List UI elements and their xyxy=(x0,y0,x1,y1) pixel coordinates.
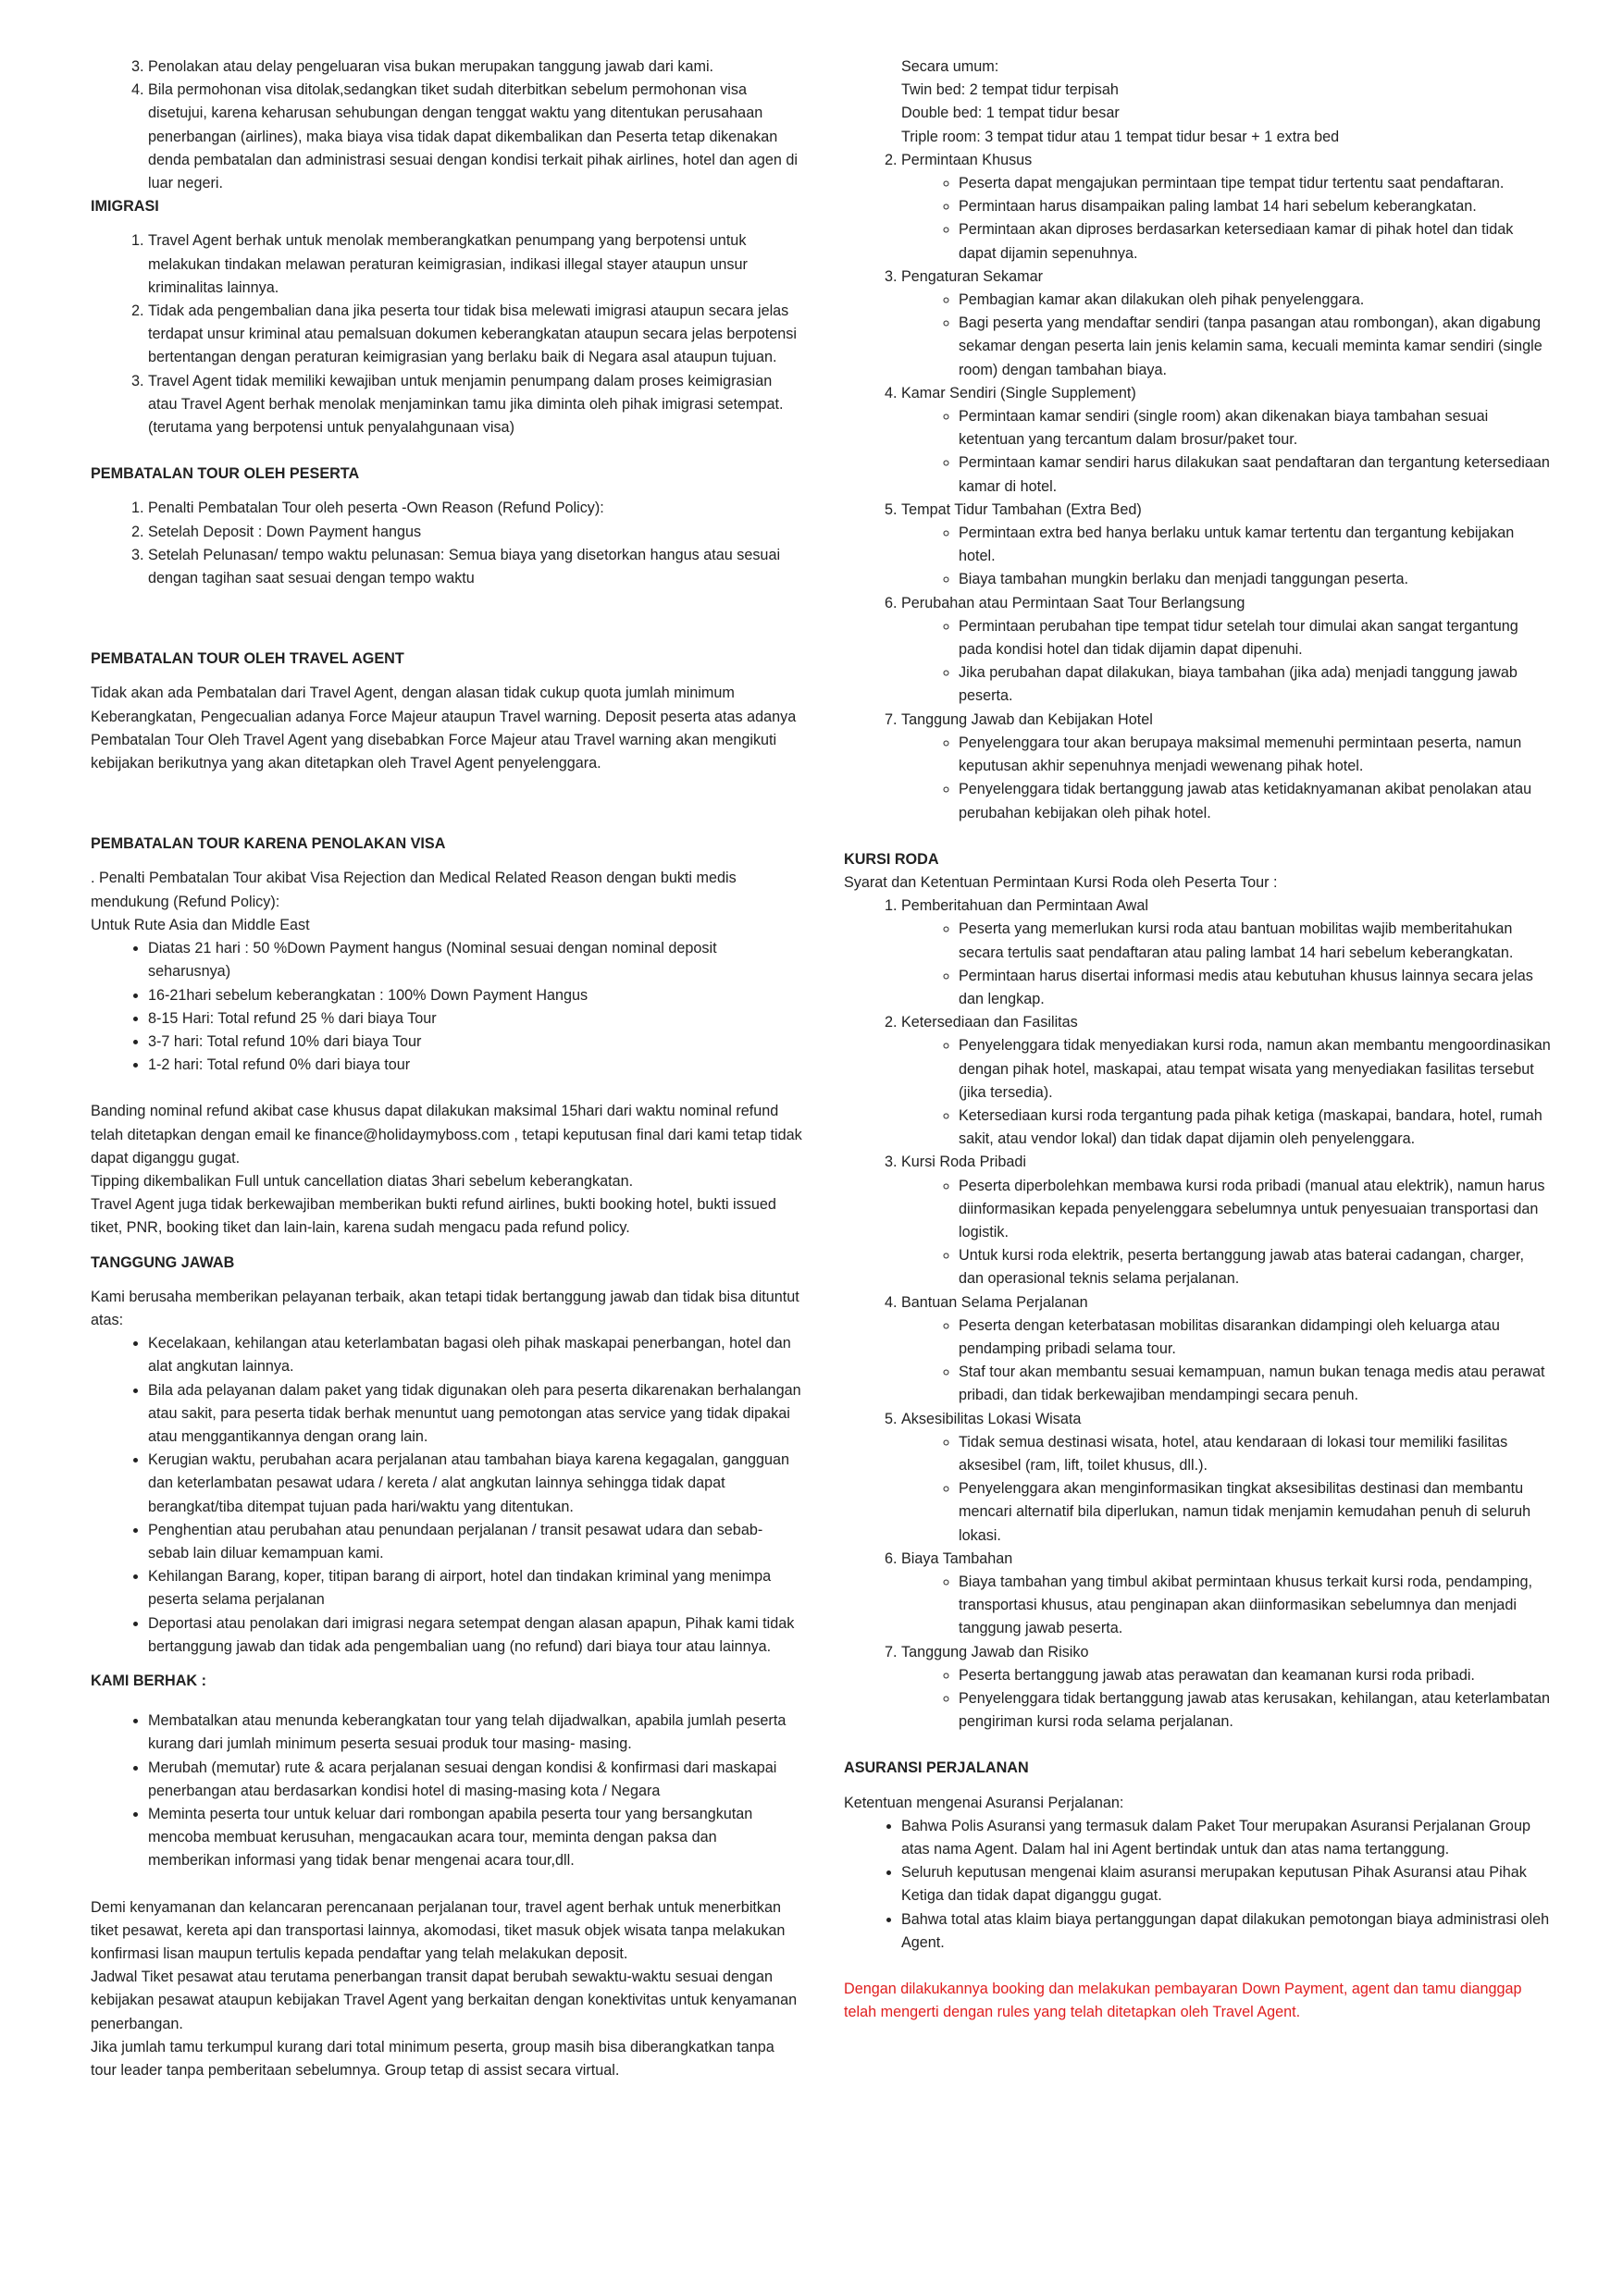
section-title: Pemberitahuan dan Permintaan Awal xyxy=(901,897,1148,915)
list-item: ◦ Permintaan kamar sendiri (single room) akan dikenakan biaya tambahan sesuai ketentuan yang tercantum dalam brosur/paket tour. xyxy=(959,405,1552,451)
kami-berhak-paragraph: Demi kenyamanan dan kelancaran perencanaan perjalanan tour, travel agent berhak untuk menerbitkan tiket pesawat, kereta api dan transportasi lainnya, akomodasi, tiket masuk objek wisata tanpa melakukan konfirmasi lisan maupun tertulis kepada pendaftar yang telah melakukan deposit. xyxy=(91,1898,786,1963)
section-title: Pengaturan Sekamar xyxy=(901,267,1043,285)
list-item: 1. Penalti Pembatalan Tour oleh peserta -Own Reason (Refund Policy): xyxy=(148,497,803,520)
list-item: • Meminta peserta tour untuk keluar dari rombongan apabila peserta tour yang bersangkutan mencoba membuat kerusuhan, mengacaukan acara tour, meminta dengan paksa dan memberikan informasi yang tidak benar mengenai acara tour,dll. xyxy=(148,1803,803,1873)
list-item: • Bahwa Polis Asuransi yang termasuk dalam Paket Tour merupakan Asuransi Perjalanan Group atas nama Agent. Dalam hal ini Agent bertindak untuk dan atas nama tertanggung. xyxy=(901,1815,1552,1861)
tanggung-jawab-heading: TANGGUNG JAWAB xyxy=(91,1253,235,1271)
imigrasi-heading: IMIGRASI xyxy=(91,198,159,216)
list-item: • 1-2 hari: Total refund 0% dari biaya tour xyxy=(148,1054,803,1077)
kursi-roda-section xyxy=(901,1151,1552,1290)
list-item: • Diatas 21 hari : 50 %Down Payment hangus (Nominal sesuai dengan nominal deposit seharusnya) xyxy=(148,937,803,983)
list-item: 3. Setelah Pelunasan/ tempo waktu pelunasan: Semua biaya yang disetorkan hangus atau sesuai dengan tagihan saat sesuai dengan tempo waktu xyxy=(148,544,803,590)
section-title: Tanggung Jawab dan Kebijakan Hotel xyxy=(901,710,1153,728)
section-title: Ketersediaan dan Fasilitas xyxy=(901,1014,1078,1031)
room-general-line: Double bed: 1 tempat tidur besar xyxy=(901,105,1120,122)
kursi-roda-heading: KURSI RODA xyxy=(844,850,939,868)
tipping-note: Tipping dikembalikan Full untuk cancellation diatas 3hari sebelum keberangkatan. xyxy=(91,1172,634,1190)
list-item: • Membatalkan atau menunda keberangkatan tour yang telah dijadwalkan, apabila jumlah peserta kurang dari jumlah minimum peserta sesuai produk tour masing- masing. xyxy=(148,1710,803,1756)
kami-berhak-paragraph: Jika jumlah tamu terkumpul kurang dari total minimum peserta, group masih bisa diberangkatkan tanpa tour leader tanpa pemberitaan sebelumnya. Group tetap di assist secara virtual. xyxy=(91,2038,774,2080)
list-item: ◦ Bagi peserta yang mendaftar sendiri (tanpa pasangan atau rombongan), akan digabung sekamar dengan peserta lain jenis kelamin sama, kecuali meminta kamar sendiri (single room) dengan tambahan biaya. xyxy=(959,312,1552,382)
list-item: • Bila ada pelayanan dalam paket yang tidak digunakan oleh para peserta dikarenakan berhalangan atau sakit, para peserta tidak berhak menuntut uang pemotongan atas service yang tidak dipakai atau menggantikannya dengan orang lain. xyxy=(148,1379,803,1450)
room-general-info xyxy=(844,56,1552,149)
tanggung-jawab-list xyxy=(91,1332,803,1659)
list-item: 1. Travel Agent berhak untuk menolak memberangkatkan penumpang yang berpotensi untuk melakukan tindakan melawan peraturan keimigrasian, indikasi illegal stayer ataupun unsur kriminalitas lainnya. xyxy=(148,229,803,300)
asuransi-intro: Ketentuan mengenai Asuransi Perjalanan: xyxy=(844,1794,1124,1811)
list-item: ◦ Penyelenggara tour akan berupaya maksimal memenuhi permintaan peserta, namun keputusan akhir sepenuhnya menjadi wewenang pihak hotel. xyxy=(959,732,1552,778)
pembatalan-peserta-heading: PEMBATALAN TOUR OLEH PESERTA xyxy=(91,465,360,483)
section-title: Tanggung Jawab dan Risiko xyxy=(901,1643,1089,1660)
room-sections-list xyxy=(844,149,1552,825)
pembatalan-visa-intro: . Penalti Pembatalan Tour akibat Visa Rejection dan Medical Related Reason dengan bukti medis mendukung (Refund Policy): xyxy=(91,870,737,910)
list-item: • Deportasi atau penolakan dari imigrasi negara setempat dengan alasan apapun, Pihak kami tidak bertanggung jawab dan tidak ada pengembalian uang (no refund) dari biaya tour atau lainnya. xyxy=(148,1612,803,1659)
kursi-roda-intro: Syarat dan Ketentuan Permintaan Kursi Roda oleh Peserta Tour : xyxy=(844,873,1278,891)
asuransi-heading: ASURANSI PERJALANAN xyxy=(844,1759,1029,1777)
section-title: Kursi Roda Pribadi xyxy=(901,1154,1026,1171)
list-item: ◦ Untuk kursi roda elektrik, peserta bertanggung jawab atas baterai cadangan, charger, dan operasional teknis selama perjalanan. xyxy=(959,1244,1552,1290)
room-general-line: Triple room: 3 tempat tidur atau 1 tempat tidur besar + 1 extra bed xyxy=(901,128,1340,145)
pembatalan-peserta-list xyxy=(91,497,803,590)
list-item: 2. Setelah Deposit : Down Payment hangus xyxy=(148,521,803,544)
asuransi-list xyxy=(844,1815,1552,1955)
tanggung-jawab-intro: Kami berusaha memberikan pelayanan terbaik, akan tetapi tidak bertanggung jawab dan tidak bisa dituntut atas: xyxy=(91,1288,799,1328)
section-title: Bantuan Selama Perjalanan xyxy=(901,1293,1088,1311)
list-item: ◦ Penyelenggara akan menginformasikan tingkat aksesibilitas destinasi dan membantu mencari alternatif bila diperlukan, namun tidak menjamin kemudahan penuh di seluruh lokasi. xyxy=(959,1477,1552,1548)
list-item: • Bahwa total atas klaim biaya pertanggungan dapat dilakukan pemotongan biaya administrasi oleh Agent. xyxy=(901,1908,1552,1955)
kami-berhak-heading: KAMI BERHAK : xyxy=(91,1672,206,1689)
kursi-roda-section xyxy=(901,1408,1552,1548)
left-column xyxy=(91,56,803,2082)
list-item: ◦ Peserta diperbolehkan membawa kursi roda pribadi (manual atau elektrik), namun harus diinformasikan kepada penyelenggara sebelumnya untuk penyesuaian transportasi dan logistik. xyxy=(959,1175,1552,1245)
section-title: Aksesibilitas Lokasi Wisata xyxy=(901,1410,1082,1427)
list-item: ◦ Penyelenggara tidak menyediakan kursi roda, namun akan membantu mengoordinasikan dengan pihak hotel, maskapai, atau tempat wisata yang menyediakan fasilitas tersebut (jika tersedia). xyxy=(959,1034,1552,1105)
pembatalan-visa-route: Untuk Rute Asia dan Middle East xyxy=(91,916,310,933)
list-item: ◦ Biaya tambahan yang timbul akibat permintaan khusus terkait kursi roda, pendamping, transportasi khusus, atau penginapan akan diinformasikan sebelumnya dan menjadi tanggung jawab peserta. xyxy=(959,1571,1552,1641)
room-section xyxy=(901,499,1552,592)
pembatalan-agent-text: Tidak akan ada Pembatalan dari Travel Agent, dengan alasan tidak cukup quota jumlah minimum Keberangkatan, Pengecualian adanya Force Majeur ataupun Travel warning. Deposit peserta atas adanya Pembatalan Tour Oleh Travel Agent yang disebabkan Force Majeur atau Travel warning akan mengikuti kebijakan berikutnya yang akan ditetapkan oleh Travel Agent penyelenggara. xyxy=(91,685,797,772)
right-column xyxy=(844,56,1552,2024)
kursi-roda-section xyxy=(901,1291,1552,1408)
section-title: Permintaan Khusus xyxy=(901,151,1033,168)
list-item: • Seluruh keputusan mengenai klaim asuransi merupakan keputusan Pihak Asuransi atau Pihak Ketiga dan tidak dapat diganggu gugat. xyxy=(901,1861,1552,1907)
kami-berhak-paragraph: Jadwal Tiket pesawat atau terutama penerbangan transit dapat berubah sewaktu-waktu sesuai dengan kebijakan pesawat ataupun kebijakan Travel Agent yang berkaitan dengan konektivitas untuk kenyamanan penerbangan. xyxy=(91,1969,798,2032)
list-item: ◦ Permintaan perubahan tipe tempat tidur setelah tour dimulai akan sangat tergantung pada kondisi hotel dan tidak dijamin dapat dipenuhi. xyxy=(959,615,1552,661)
imigrasi-list xyxy=(91,229,803,439)
section-title: Biaya Tambahan xyxy=(901,1549,1013,1567)
list-item: ◦ Peserta dapat mengajukan permintaan tipe tempat tidur tertentu saat pendaftaran. xyxy=(959,172,1552,195)
list-item: ◦ Permintaan harus disertai informasi medis atau kebutuhan khusus lainnya secara jelas dan lengkap. xyxy=(959,965,1552,1011)
kursi-roda-section xyxy=(901,1548,1552,1641)
visa-continued-list xyxy=(91,56,803,195)
kursi-roda-section xyxy=(901,1011,1552,1151)
list-item: ◦ Permintaan extra bed hanya berlaku untuk kamar tertentu dan tergantung kebijakan hotel. xyxy=(959,522,1552,568)
list-item: 3. Penolakan atau delay pengeluaran visa bukan merupakan tanggung jawab dari kami. xyxy=(148,56,803,79)
section-title: Tempat Tidur Tambahan (Extra Bed) xyxy=(901,500,1142,518)
room-section xyxy=(901,592,1552,709)
list-item: ◦ Tidak semua destinasi wisata, hotel, atau kendaraan di lokasi tour memiliki fasilitas aksesibel (ram, lift, toilet khusus, dll.). xyxy=(959,1431,1552,1477)
room-general-line: Twin bed: 2 tempat tidur terpisah xyxy=(901,81,1119,99)
list-item: ◦ Permintaan kamar sendiri harus dilakukan saat pendaftaran dan tergantung ketersediaan kamar di hotel. xyxy=(959,451,1552,498)
list-item: ◦ Ketersediaan kursi roda tergantung pada pihak ketiga (maskapai, bandara, hotel, rumah sakit, atau vendor lokal) dan tidak dapat dijamin oleh penyelenggara. xyxy=(959,1105,1552,1151)
list-item: ◦ Penyelenggara tidak bertanggung jawab atas ketidaknyamanan akibat penolakan atau perubahan kebijakan oleh pihak hotel. xyxy=(959,778,1552,824)
refund-appeal-note: Banding nominal refund akibat case khusus dapat dilakukan maksimal 15hari dari waktu nominal refund telah ditetapkan dengan email ke finance@holidaymyboss.com , tetapi keputusan final dari kami tetap tidak dapat diganggu gugat. xyxy=(91,1103,802,1167)
kami-berhak-list xyxy=(91,1710,803,1872)
pembatalan-visa-heading: PEMBATALAN TOUR KARENA PENOLAKAN VISA xyxy=(91,835,446,853)
list-item: ◦ Pembagian kamar akan dilakukan oleh pihak penyelenggara. xyxy=(959,289,1552,312)
list-item: 4. Bila permohonan visa ditolak,sedangkan tiket sudah diterbitkan sebelum permohonan visa disetujui, karena keharusan sehubungan dengan tenggat waktu yang ditentukan perusahaan penerbangan (airlines), maka biaya visa tidak dapat dikembalikan dan Peserta tetap dikenakan denda pembatalan dan administrasi sesuai dengan kondisi terkait pihak airlines, hotel dan agen di luar negeri. xyxy=(148,79,803,195)
room-section xyxy=(901,265,1552,382)
room-section xyxy=(901,149,1552,265)
list-item: ◦ Staf tour akan membantu sesuai kemampuan, namun bukan tenaga medis atau perawat pribadi, dan tidak berkewajiban mendampingi secara penuh. xyxy=(959,1361,1552,1407)
list-item: • Kehilangan Barang, koper, titipan barang di airport, hotel dan tindakan kriminal yang menimpa peserta selama perjalanan xyxy=(148,1565,803,1611)
section-title: Kamar Sendiri (Single Supplement) xyxy=(901,384,1136,401)
kursi-roda-section xyxy=(901,895,1552,1011)
list-item: ◦ Peserta bertanggung jawab atas perawatan dan keamanan kursi roda pribadi. xyxy=(959,1664,1552,1687)
list-item: • Merubah (memutar) rute & acara perjalanan sesuai dengan kondisi & konfirmasi dari maskapai penerbangan atau berdasarkan kondisi hotel di masing-masing kota / Negara xyxy=(148,1757,803,1803)
list-item: ◦ Permintaan akan diproses berdasarkan ketersediaan kamar di pihak hotel dan tidak dapat dijamin sepenuhnya. xyxy=(959,218,1552,265)
list-item: • 8-15 Hari: Total refund 25 % dari biaya Tour xyxy=(148,1007,803,1031)
list-item: ◦ Jika perubahan dapat dilakukan, biaya tambahan (jika ada) menjadi tanggung jawab peserta. xyxy=(959,661,1552,708)
refund-policy-list xyxy=(91,937,803,1077)
kursi-roda-section xyxy=(901,1641,1552,1734)
list-item: • 3-7 hari: Total refund 10% dari biaya Tour xyxy=(148,1031,803,1054)
list-item: ◦ Biaya tambahan mungkin berlaku dan menjadi tanggungan peserta. xyxy=(959,568,1552,591)
list-item: 3. Travel Agent tidak memiliki kewajiban untuk menjamin penumpang dalam proses keimigrasian atau Travel Agent berhak menolak menjaminkan tamu jika diminta oleh pihak imigrasi setempat. (terutama yang berpotensi untuk penyalahgunaan visa) xyxy=(148,370,803,440)
room-section xyxy=(901,382,1552,499)
room-general-line: Secara umum: xyxy=(901,58,999,75)
section-title: Perubahan atau Permintaan Saat Tour Berlangsung xyxy=(901,594,1245,611)
refund-proof-note: Travel Agent juga tidak berkewajiban memberikan bukti refund airlines, bukti booking hotel, bukti issued tiket, PNR, booking tiket dan lain-lain, karena sudah mengacu pada refund policy. xyxy=(91,1196,776,1237)
list-item: 2. Tidak ada pengembalian dana jika peserta tour tidak bisa melewati imigrasi ataupun secara jelas terdapat unsur kriminal atau pemalsuan dokumen keberangkatan ataupun secara jelas berpotensi bertentangan dengan peraturan keimigrasian yang berlaku baik di Negara asal ataupun tujuan. xyxy=(148,300,803,370)
list-item: • Kecelakaan, kehilangan atau keterlambatan bagasi oleh pihak maskapai penerbangan, hotel dan alat angkutan lainnya. xyxy=(148,1332,803,1378)
list-item: • 16-21hari sebelum keberangkatan : 100% Down Payment Hangus xyxy=(148,984,803,1007)
kursi-roda-list xyxy=(844,895,1552,1734)
room-section xyxy=(901,709,1552,825)
list-item: ◦ Peserta yang memerlukan kursi roda atau bantuan mobilitas wajib memberitahukan secara tertulis saat pendaftaran atau paling lambat 14 hari sebelum keberangkatan. xyxy=(959,918,1552,964)
booking-notice: Dengan dilakukannya booking dan melakukan pembayaran Down Payment, agent dan tamu dianggap telah mengerti dengan rules yang telah ditetapkan oleh Travel Agent. xyxy=(844,1981,1522,2021)
list-item: ◦ Permintaan harus disampaikan paling lambat 14 hari sebelum keberangkatan. xyxy=(959,195,1552,218)
list-item: ◦ Peserta dengan keterbatasan mobilitas disarankan didampingi oleh keluarga atau pendamping pribadi selama tour. xyxy=(959,1315,1552,1361)
list-item: • Kerugian waktu, perubahan acara perjalanan atau tambahan biaya karena kegagalan, gangguan dan keterlambatan pesawat udara / kereta / alat angkutan lainnya sehingga tidak dapat berangkat/tiba ditempat tujuan pada hari/waktu yang ditentukan. xyxy=(148,1449,803,1519)
pembatalan-agent-heading: PEMBATALAN TOUR OLEH TRAVEL AGENT xyxy=(91,650,404,668)
list-item: ◦ Penyelenggara tidak bertanggung jawab atas kerusakan, kehilangan, atau keterlambatan pengiriman kursi roda selama perjalanan. xyxy=(959,1687,1552,1734)
list-item: • Penghentian atau perubahan atau penundaan perjalanan / transit pesawat udara dan sebab-sebab lain diluar kemampuan kami. xyxy=(148,1519,803,1565)
